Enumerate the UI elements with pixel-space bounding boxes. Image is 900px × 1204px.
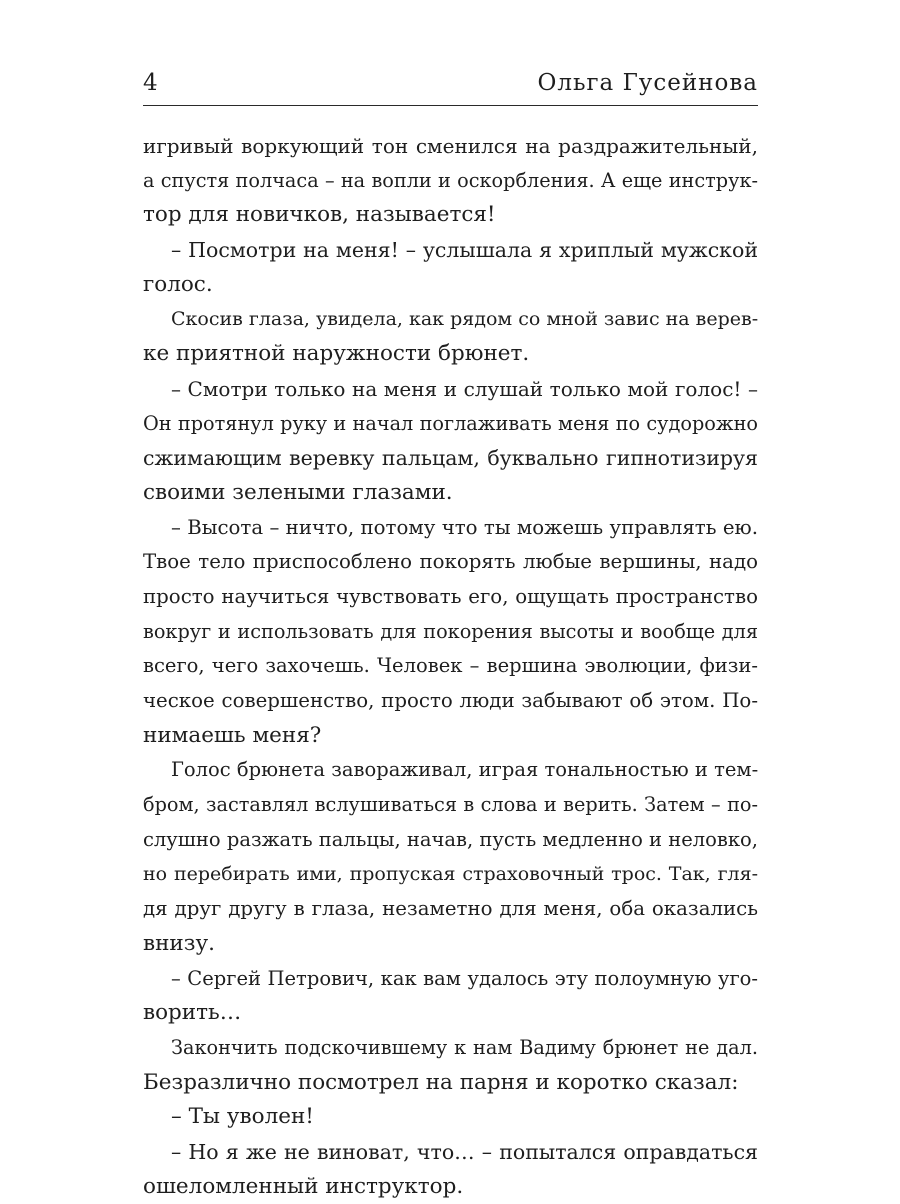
text-line: игривый воркующий тон сменился на раздражительный, <box>143 134 758 158</box>
text-line: а спустя полчаса – на вопли и оскорбления. А еще инструк- <box>143 168 758 192</box>
text-line: Безразлично посмотрел на парня и коротко сказал: <box>143 1069 739 1095</box>
text-line: вокруг и использовать для покорения высоты и вообще для <box>143 619 758 643</box>
text-line: нимаешь меня? <box>143 722 322 748</box>
text-line: – Высота – ничто, потому что ты можешь управлять ею. <box>171 515 758 539</box>
text-line: Закончить подскочившему к нам Вадиму брюнет не дал. <box>171 1035 758 1059</box>
text-line: ворить… <box>143 1000 242 1026</box>
text-line: Скосив глаза, увидела, как рядом со мной завис на верев- <box>171 308 759 331</box>
running-header <box>143 64 758 102</box>
text-line: всего, чего захочешь. Человек – вершина эволюции, физи- <box>143 654 758 678</box>
author-name: Ольга Гусейнова <box>537 70 758 96</box>
header-rule <box>143 105 758 106</box>
text-line: своими зелеными глазами. <box>143 479 453 505</box>
text-line: – Сергей Петрович, как вам удалось эту полоумную уго- <box>171 966 758 990</box>
text-line: ошеломленный инструктор. <box>143 1173 464 1199</box>
text-line: голос. <box>143 271 213 297</box>
text-line: Твое тело приспособлено покорять любые вершины, надо <box>143 550 758 574</box>
text-line: Голос брюнета завораживал, играя тональностью и тем- <box>171 758 759 782</box>
text-line: бром, заставлял вслушиваться в слова и верить. Затем – по- <box>143 793 758 817</box>
text-line: – Смотри только на меня и слушай только мой голос! – <box>171 376 758 401</box>
text-line: – Ты уволен! <box>171 1104 314 1130</box>
text-line: внизу. <box>143 930 215 956</box>
text-line: просто научиться чувствовать его, ощущать пространство <box>143 584 758 608</box>
text-line: – Но я же не виноват, что… – попытался оправдаться <box>171 1139 758 1164</box>
text-line: сжимающим веревку пальцам, буквально гипнотизируя <box>143 446 758 471</box>
text-line: тор для новичков, называется! <box>143 202 496 228</box>
text-line: – Посмотри на меня! – услышала я хриплый мужской <box>171 238 758 263</box>
text-line: ческое совершенство, просто люди забывают об этом. По- <box>143 689 758 712</box>
text-line: дя друг другу в глаза, незаметно для меня, оба оказались <box>143 897 758 921</box>
body-text <box>143 129 758 1204</box>
text-line: слушно разжать пальцы, начав, пусть медленно и неловко, <box>143 827 758 851</box>
text-line: ке приятной наружности брюнет. <box>143 341 530 367</box>
text-line: но перебирать ими, пропуская страховочный трос. Так, гля- <box>143 863 758 886</box>
page-number: 4 <box>143 70 159 96</box>
text-line: Он протянул руку и начал поглаживать меня по судорожно <box>143 411 758 435</box>
